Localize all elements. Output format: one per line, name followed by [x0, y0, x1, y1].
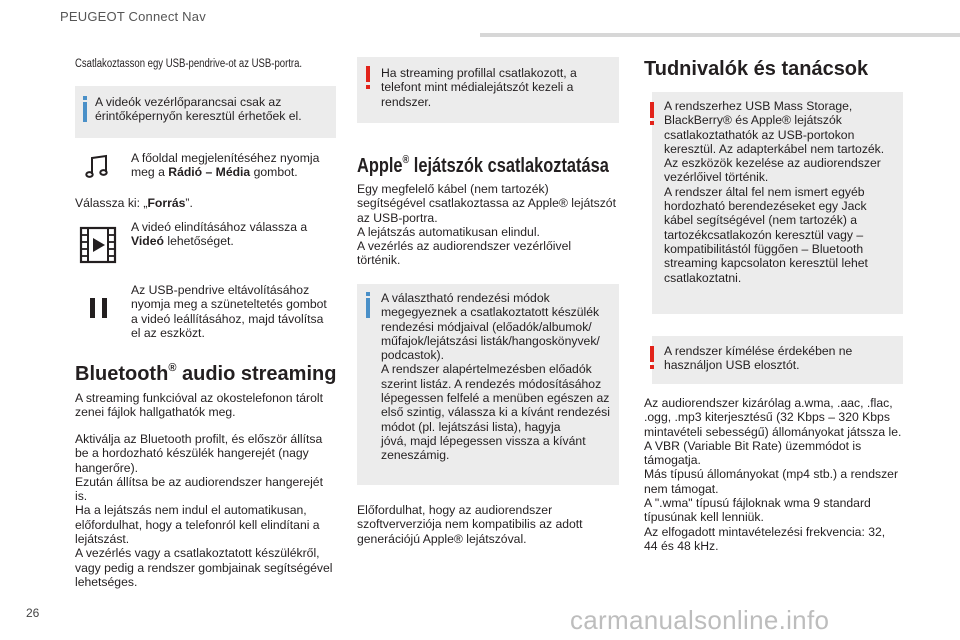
bt-heading-rest: audio streaming: [176, 363, 337, 385]
tips-heading: Tudnivalók és tanácsok: [644, 58, 869, 80]
warning-note-usb-text: A rendszerhez USB Mass Storage, BlackBerry® és Apple® lejátszók csatlakoztathatók az USB-portokon keresztül. Az adapterkábel nem tartozék. Az eszközök kezelése az audiorendszer vezérlőivel történik. A rendszer által fel nem ismert egyéb hordozható berendezéseket egy Jack kábel segítségével (nem tartozék) a tartozékcsatlakozón keresztül vagy – kompatibilitástól függően – Bluetooth streaming kapcsolaton keresztül lehet csatlakoztatni.: [664, 99, 885, 285]
info-note-text: A videók vezérlőparancsai csak az érintőképernyőn keresztül érhetőek el.: [95, 95, 302, 124]
warning-icon: [366, 66, 370, 82]
bt-instructions-paragraph: Aktiválja az Bluetooth profilt, és először állítsa be a hordozható készülék hangerejét (nagy hangerőre). Ezután állítsa be az audiorendszer hangerejét is. Ha a lejátszás nem indul el automatikusan, előfordulhat, hogy a telefonról kell elindítani a lejátszást. A vezérlés vagy a csatlakoztatott készülékről, vagy pedig a rendszer gombjainak segítségével lehetséges.: [75, 432, 333, 589]
warning-note-usb-hub: [652, 336, 903, 384]
info-note-sorting-text: A választható rendezési módok megegyeznek a csatlakoztatott készülék rendezési módjaival (előadók/albumok/ műfajok/lejátszási listák/hangoskönyvek/ podcastok). A rendszer alapértelmezésben előadók szerint listáz. A rendezés módosításához lépegessen felfelé a menüben egészen az első szintig, válassza ki a kívánt rendezési módot (pl. lejátszási lista), hagyja jóvá, majd lépegessen vissza a kívánt zeneszámig.: [381, 291, 610, 463]
bluetooth-streaming-heading: [75, 356, 336, 386]
apple-heading-rest: lejátszók csatlakoztatása: [409, 155, 609, 177]
step-start-video-post: lehetőséget.: [163, 234, 234, 249]
step-open-home-pre: A főoldal megjelenítéséhez nyomja meg a: [131, 151, 320, 180]
document-header-title: PEUGEOT Connect Nav: [60, 9, 206, 24]
supported-formats-paragraph: Az audiorendszer kizárólag a.wma, .aac, .flac, .ogg, .mp3 kiterjesztésű (32 Kbps – 320 Kbps mintavételi sebességű) állományokat játssza le. A VBR (Variable Bit Rate) üzemmódot is támogatja. Más típusú állományokat (mp4 stb.) a rendszer nem támogat. A ".wma" típusú fájloknak wma 9 standard típusúnak kell lenniük. Az elfogadott mintavételezési frekvencia: 32, 44 és 48 kHz.: [644, 396, 902, 553]
select-source-post: ”.: [185, 196, 193, 210]
bt-intro-paragraph: A streaming funkcióval az okostelefonon tárolt zenei fájlok hallgathatók meg.: [75, 391, 323, 420]
warning-icon: [650, 346, 654, 362]
bt-heading-sup: ®: [168, 362, 177, 374]
source-label: Forrás: [147, 196, 186, 210]
step-open-home-post: gombot.: [250, 165, 298, 180]
apple-players-heading: [357, 148, 609, 178]
info-note-video-controls: [75, 86, 336, 138]
film-play-icon: [78, 225, 118, 265]
step-start-video-pre: A videó elindításához válassza a: [131, 220, 308, 234]
warning-note-hub-text: A rendszer kímélése érdekében ne használjon USB elosztót.: [664, 344, 853, 373]
warning-note-text: Ha streaming profillal csatlakozott, a telefont mint médialejátszót kezeli a rendszer.: [381, 66, 577, 109]
pause-icon: [88, 296, 110, 320]
apple-connect-paragraph: Egy megfelelő kábel (nem tartozék) segítségével csatlakoztassa az Apple® lejátszót az USB-portra. A lejátszás automatikusan elindul. A vezérlés az audiorendszer vezérlőivel történik.: [357, 182, 616, 268]
info-note-sorting: [357, 284, 619, 485]
radio-media-label: Rádió – Média: [168, 165, 251, 180]
apple-compat-paragraph: Előfordulhat, hogy az audiorendszer szoftververziója nem kompatibilis az adott generációjú Apple® lejátszóval.: [357, 503, 583, 546]
warning-note-usb-devices: [652, 92, 903, 314]
warning-icon: [650, 102, 654, 118]
video-option-label: Videó: [131, 234, 164, 249]
music-note-icon: [84, 153, 112, 181]
apple-heading-sup: ®: [402, 154, 410, 166]
watermark: carmanualsonline.info: [570, 605, 830, 635]
step-remove-usb: Az USB-pendrive eltávolításához nyomja meg a szüneteltetés gombot a videó leállításához, majd távolítsa el az eszközt.: [131, 283, 327, 340]
info-icon: [83, 102, 87, 122]
select-source-pre: Válassza ki: „: [75, 196, 148, 210]
step-open-home: [131, 151, 336, 180]
step-start-video: [131, 220, 336, 249]
apple-heading-main: Apple: [357, 155, 403, 177]
select-source-line: [75, 196, 193, 210]
usb-connect-instruction: Csatlakoztasson egy USB-pendrive-ot az USB-portra.: [75, 58, 303, 70]
header-divider: [480, 33, 960, 37]
info-icon: [366, 298, 370, 318]
warning-note-streaming: [357, 57, 619, 123]
bt-heading-main: Bluetooth: [75, 363, 169, 385]
page-number: 26: [26, 606, 40, 620]
